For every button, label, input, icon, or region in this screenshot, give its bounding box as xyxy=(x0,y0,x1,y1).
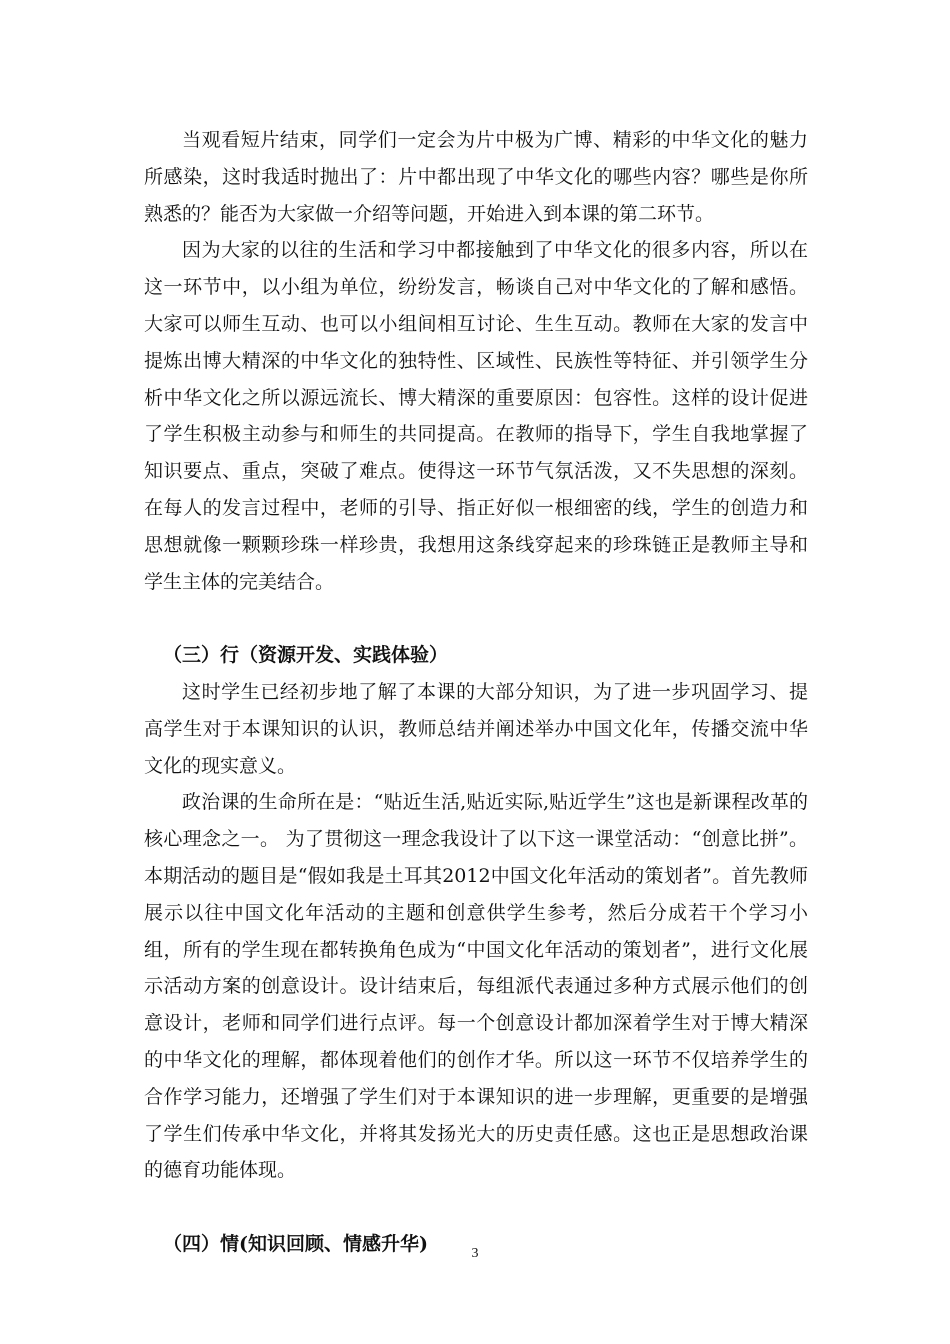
paragraph-culture-year: 这时学生已经初步地了解了本课的大部分知识，为了进一步巩固学习、提高学生对于本课知识的认识，教师总结并阐述举办中国文化年，传播交流中华文化的现实意义。 xyxy=(144,680,808,777)
section-heading-xing: （三）行（资源开发、实践体验） xyxy=(163,644,449,667)
section-gap xyxy=(144,600,808,637)
section-heading-qing: （四）情(知识回顾、情感升华) xyxy=(163,1232,428,1255)
paragraph-creative-contest: 政治课的生命所在是：“贴近生活,贴近实际,贴近学生”这也是新课程改革的核心理念之一。 为了贯彻这一理念我设计了以下这一课堂活动：“创意比拼”。本期活动的题目是“假如我是土耳其2012中国文化年活动的策划者”。首先教师展示以往中国文化年活动的主题和创意供学生参考，然后分成若干个学习小组，所有的学生现在都转换角色成为“中国文化年活动的策划者”，进行文化展示活动方案的创意设计。设计结束后，每组派代表通过多种方式展示他们的创意设计，老师和同学们进行点评。每一个创意设计都加深着学生对于博大精深的中华文化的理解，都体现着他们的创作才华。所以这一环节不仅培养学生的合作学习能力，还增强了学生们对于本课知识的进一步理解，更重要的是增强了学生们传承中华文化，并将其发扬光大的历史责任感。这也正是思想政治课的德育功能体现。 xyxy=(144,791,808,1182)
section-gap xyxy=(144,1189,808,1226)
paragraph-short-film-intro: 当观看短片结束，同学们一定会为片中极为广博、精彩的中华文化的魅力所感染，这时我适时抛出了：片中都出现了中华文化的哪些内容？哪些是你所熟悉的？能否为大家做一介绍等问题，开始进入到本课的第二环节。 xyxy=(144,129,808,225)
page-number: 3 xyxy=(471,1246,479,1261)
document-body xyxy=(144,122,808,1263)
paragraph-group-discussion: 因为大家的以往的生活和学习中都接触到了中华文化的很多内容，所以在这一环节中，以小组为单位，纷纷发言，畅谈自己对中华文化的了解和感悟。大家可以师生互动、也可以小组间相互讨论、生生互动。教师在大家的发言中提炼出博大精深的中华文化的独特性、区域性、民族性等特征、并引领学生分析中华文化之所以源远流长、博大精深的重要原因：包容性。这样的设计促进了学生积极主动参与和师生的共同提高。在教师的指导下，学生自我地掌握了知识要点、重点，突破了难点。使得这一环节气氛活泼，又不失思想的深刻。在每人的发言过程中，老师的引导、指正好似一根细密的线，学生的创造力和思想就像一颗颗珍珠一样珍贵，我想用这条线穿起来的珍珠链正是教师主导和学生主体的完美结合。 xyxy=(144,239,808,593)
